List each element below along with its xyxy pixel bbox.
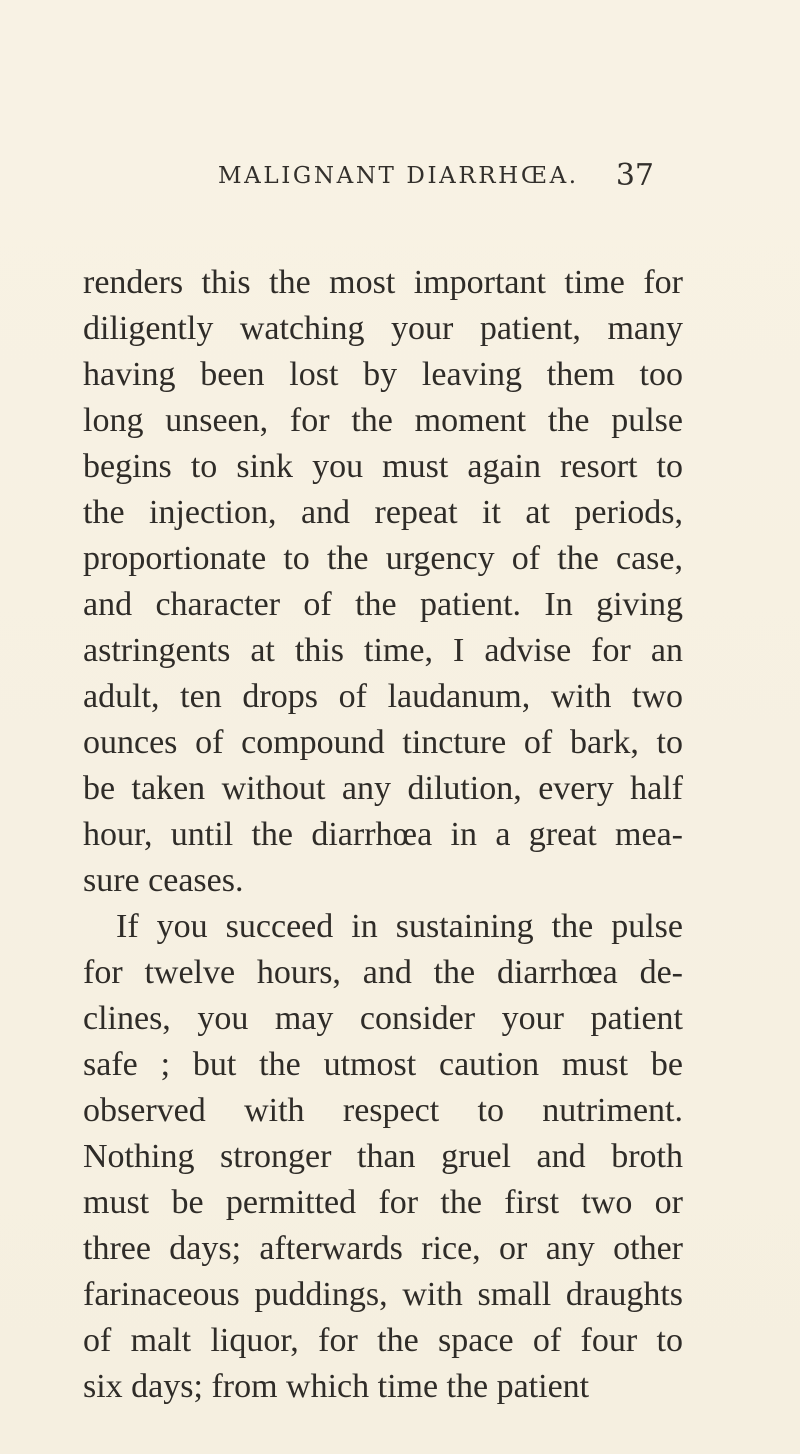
text-line: observed with respect to nutriment. (83, 1092, 683, 1129)
page-number: 37 (615, 158, 654, 193)
text-line: for twelve hours, and the diarrhœa de- (83, 954, 683, 991)
text-line: renders this the most important time for (83, 264, 683, 301)
text-line: three days; afterwards rice, or any other (83, 1230, 683, 1267)
text-line: having been lost by leaving them too (83, 356, 683, 393)
text-line: begins to sink you must again resort to (83, 448, 683, 485)
running-head: MALIGNANT DIARRHŒA. (218, 163, 579, 189)
text-line: farinaceous puddings, with small draughts (83, 1276, 683, 1313)
text-line: be taken without any dilution, every half (83, 770, 683, 807)
text-line: ounces of compound tincture of bark, to (83, 724, 683, 761)
text-line: and character of the patient. In giving (83, 586, 683, 623)
text-line: of malt liquor, for the space of four to (83, 1322, 683, 1359)
text-line: astringents at this time, I advise for an (83, 632, 683, 669)
paragraph-1 (83, 260, 683, 904)
text-line: six days; from which time the patient (83, 1368, 590, 1405)
body-text (83, 260, 683, 1410)
text-line: If you succeed in sustaining the pulse (116, 908, 683, 945)
text-line: the injection, and repeat it at periods, (83, 494, 683, 531)
text-line: hour, until the diarrhœa in a great mea- (83, 816, 683, 853)
page-header (218, 158, 654, 215)
paragraph-2 (83, 904, 683, 1410)
text-line: adult, ten drops of laudanum, with two (83, 678, 683, 715)
text-line: sure ceases. (83, 862, 244, 899)
text-line: diligently watching your patient, many (83, 310, 683, 347)
text-line: must be permitted for the first two or (83, 1184, 683, 1221)
text-line: proportionate to the urgency of the case, (83, 540, 683, 577)
text-line: clines, you may consider your patient (83, 1000, 683, 1037)
text-line: safe ; but the utmost caution must be (83, 1046, 683, 1083)
text-line: Nothing stronger than gruel and broth (83, 1138, 683, 1175)
text-line: long unseen, for the moment the pulse (83, 402, 683, 439)
